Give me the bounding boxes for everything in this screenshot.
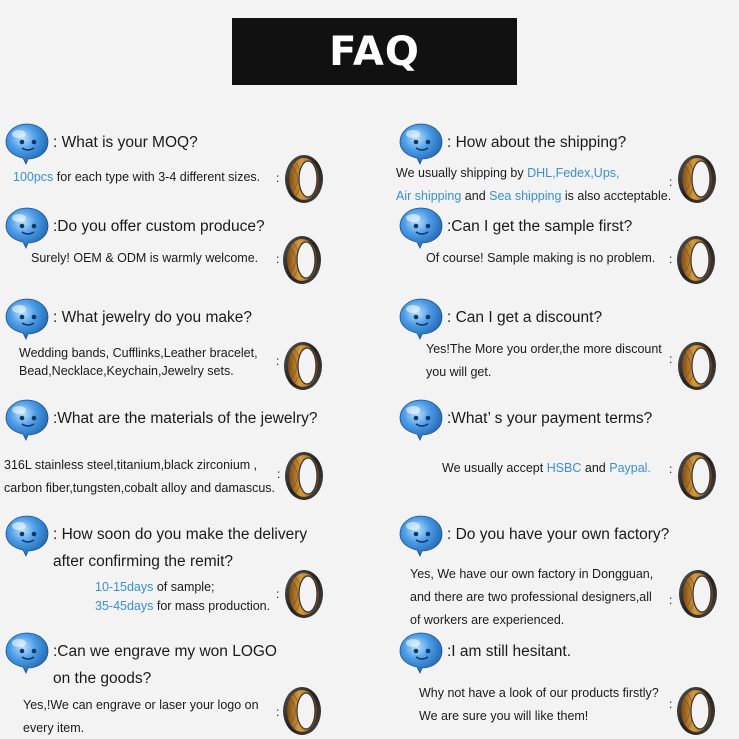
chat-bubble-icon — [398, 629, 444, 675]
ring-product-image — [281, 685, 323, 737]
colon-separator: : — [669, 462, 673, 476]
chat-bubble-icon — [4, 204, 50, 250]
colon-separator: : — [669, 252, 673, 266]
faq-answer: Bead,Necklace,Keychain,Jewelry sets. — [19, 364, 234, 378]
faq-answer: every item. — [23, 721, 85, 735]
colon-separator: : — [669, 697, 673, 711]
faq-answer: We are sure you will like them! — [419, 709, 589, 723]
chat-bubble-icon — [398, 512, 444, 558]
page-title: FAQ — [329, 28, 420, 75]
faq-answer: 35-45days for mass production. — [95, 599, 271, 613]
colon-separator: : — [277, 467, 281, 481]
faq-answer: Yes,!We can engrave or laser your logo on — [23, 698, 259, 712]
faq-question: :What’ s your payment terms? — [447, 410, 653, 427]
faq-answer: Yes!The More you order,the more discount — [426, 342, 662, 356]
chat-bubble-icon — [4, 512, 50, 558]
colon-separator: : — [669, 593, 673, 607]
chat-bubble-icon — [4, 295, 50, 341]
chat-bubble-icon — [4, 120, 50, 166]
faq-question: : What jewelry do you make? — [53, 309, 253, 326]
ring-product-image — [677, 568, 719, 620]
faq-answer: carbon fiber,tungsten,cobalt alloy and damascus. — [4, 481, 276, 495]
chat-bubble-icon — [4, 629, 50, 675]
faq-answer: you will get. — [426, 365, 492, 379]
faq-answer: We usually shipping by DHL,Fedex,Ups, — [396, 166, 620, 180]
colon-separator: : — [276, 587, 280, 601]
ring-product-image — [676, 340, 718, 392]
faq-question: :I am still hesitant. — [447, 643, 572, 660]
faq-question: : What is your MOQ? — [53, 134, 198, 151]
faq-question: on the goods? — [53, 670, 152, 687]
faq-question: : Can I get a discount? — [447, 309, 603, 326]
faq-answer: of workers are experienced. — [410, 613, 565, 627]
faq-answer: Yes, We have our own factory in Dongguan, — [410, 567, 654, 581]
chat-bubble-icon — [398, 396, 444, 442]
chat-bubble-icon — [4, 396, 50, 442]
colon-separator: : — [669, 175, 673, 189]
faq-answer: Wedding bands, Cufflinks,Leather bracelet, — [19, 346, 258, 360]
colon-separator: : — [276, 171, 280, 185]
faq-answer: and there are two professional designers,all — [410, 590, 652, 604]
faq-answer: Surely! OEM & ODM is warmly welcome. — [31, 251, 259, 265]
ring-product-image — [676, 153, 718, 205]
faq-question: : How about the shipping? — [447, 134, 627, 151]
faq-banner — [232, 18, 517, 85]
faq-answer: Of course! Sample making is no problem. — [426, 251, 656, 265]
ring-product-image — [283, 450, 325, 502]
colon-separator: : — [276, 252, 280, 266]
ring-product-image — [676, 450, 718, 502]
faq-answer: 10-15days of sample; — [95, 580, 215, 594]
chat-bubble-icon — [398, 120, 444, 166]
faq-question: : Do you have your own factory? — [447, 526, 670, 543]
faq-question: after confirming the remit? — [53, 553, 234, 570]
faq-answer: 316L stainless steel,titanium,black zirconium , — [4, 458, 258, 472]
ring-product-image — [283, 153, 325, 205]
chat-bubble-icon — [398, 295, 444, 341]
faq-question: :What are the materials of the jewelry? — [53, 410, 318, 427]
faq-question: : How soon do you make the delivery — [53, 526, 308, 543]
chat-bubble-icon — [398, 204, 444, 250]
colon-separator: : — [276, 705, 280, 719]
faq-answer: Why not have a look of our products firstly? — [419, 686, 659, 700]
faq-question: :Do you offer custom produce? — [53, 218, 265, 235]
faq-answer: We usually accept HSBC and Paypal. — [442, 461, 651, 475]
faq-answer: 100pcs for each type with 3-4 different sizes. — [13, 170, 261, 184]
faq-answer: Air shipping and Sea shipping is also accteptable. — [396, 189, 672, 203]
ring-product-image — [283, 568, 325, 620]
colon-separator: : — [276, 354, 280, 368]
ring-product-image — [675, 234, 717, 286]
faq-question: :Can I get the sample first? — [447, 218, 633, 235]
ring-product-image — [281, 234, 323, 286]
ring-product-image — [282, 340, 324, 392]
ring-product-image — [675, 685, 717, 737]
faq-question: :Can we engrave my won LOGO — [53, 643, 277, 660]
colon-separator: : — [669, 352, 673, 366]
